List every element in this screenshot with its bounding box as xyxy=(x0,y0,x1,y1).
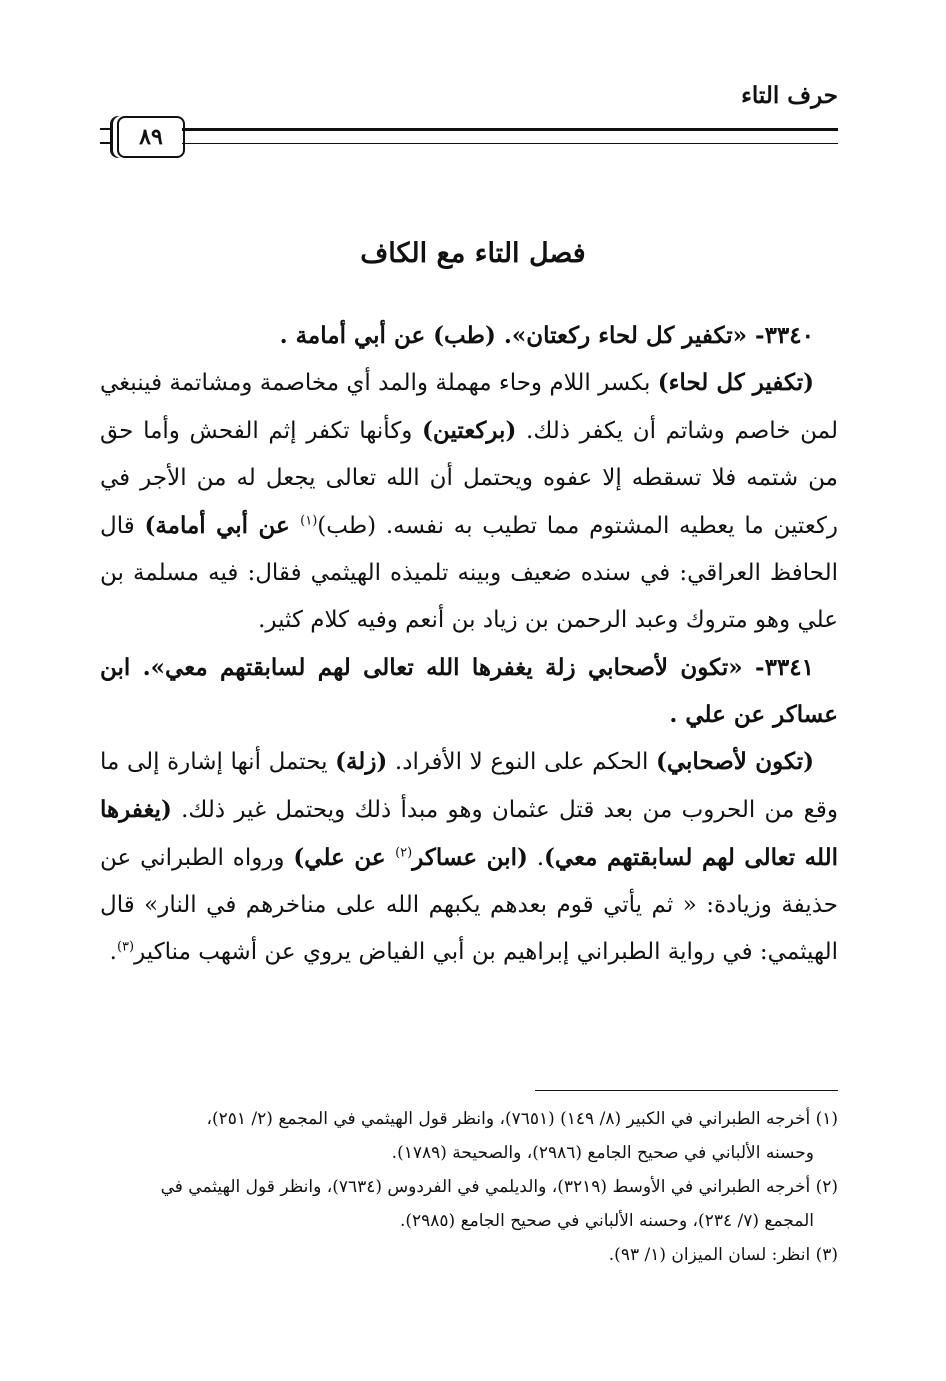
commentary-term: (ابن عساكر xyxy=(412,844,528,871)
main-text xyxy=(100,312,838,976)
footnote-ref-1[interactable]: (١) xyxy=(300,513,318,529)
section-title: فصل التاء مع الكاف xyxy=(360,238,586,269)
running-head-title: حرف التاء xyxy=(741,82,838,109)
commentary-term: (بركعتين) xyxy=(422,417,517,444)
commentary-text: الحكم على النوع لا الأفراد. xyxy=(387,749,656,775)
footnote-line: (٢) أخرجه الطبراني في الأوسط (٣٢١٩)، والديلمي في الفردوس (٧٦٣٤)، وانظر قول الهيثمي في xyxy=(160,1177,838,1197)
commentary-term: (يغفرها الله تعالى لهم لسابقتهم معي) xyxy=(100,796,838,871)
commentary-term: عن علي) xyxy=(293,844,396,871)
commentary-text: بكسر اللام وحاء مهملة والمد أي مخاصمة ومشاتمة فينبغي لمن خاصم وشاتم أن يكفر ذلك. xyxy=(100,370,838,444)
commentary-text: وكأنها تكفر إثم الفحش وأما حق من شتمه فلا تسقطه إلا عفوه ويحتمل أن الله تعالى يجعل له من الأجر في ركعتين ما يعطيه المشتوم مما تطيب به نفسه. xyxy=(100,418,839,539)
footnote-line: (٣) انظر: لسان الميزان (١/ ٩٣). xyxy=(608,1245,838,1265)
page-number-ornament xyxy=(100,128,110,144)
commentary-text: . xyxy=(527,845,545,871)
commentary-term: عن أبي أمامة) xyxy=(144,512,301,539)
commentary-text: قال الحافظ العراقي: في سنده ضعيف وبينه تلميذه الهيثمي فقال: فيه مسلمة بن علي وهو متروك وعبد الرحمن بن زياد بن أنعم وفيه كلام كثير. xyxy=(100,513,838,633)
footnote-line: (١) أخرجه الطبراني في الكبير (٨/ ١٤٩) (٧٦٥١)، وانظر قول الهيثمي في المجمع (٢/ ٢٥١)، xyxy=(206,1109,838,1129)
footnote-2-cont xyxy=(100,1204,838,1238)
commentary-3341 xyxy=(100,738,838,976)
footnotes xyxy=(100,1102,838,1272)
commentary-text: ورواه الطبراني عن حذيفة وزيادة: « ثم يأتي قوم بعدهم يكبهم الله على مناخرهم في النار» قال الهيثمي: في رواية الطبراني إبراهيم بن أبي الفياض يروي عن أشهب مناكير xyxy=(100,845,838,965)
footnote-3 xyxy=(100,1238,838,1272)
commentary-term: (تكفير كل لحاء) xyxy=(657,369,814,396)
commentary-text: يحتمل أنها إشارة إلى ما وقع من الحروب من بعد قتل عثمان وهو مبدأ ذلك ويحتمل غير ذلك. xyxy=(100,749,838,823)
hadith-3340: ٣٣٤٠- «تكفير كل لحاء ركعتان». (طب) عن أبي أمامة . xyxy=(279,322,814,349)
commentary-term: (زلة) xyxy=(335,748,388,775)
footnote-separator xyxy=(535,1090,838,1091)
footnote-line: وحسنه الألباني في صحيح الجامع (٢٩٨٦)، والصحيحة (١٧٨٩). xyxy=(391,1143,814,1163)
page-number: ٨٩ xyxy=(117,116,185,158)
footnote-1 xyxy=(100,1102,838,1136)
footnote-ref-3[interactable]: (٣) xyxy=(116,939,135,955)
hadith-3341: ٣٣٤١- «تكون لأصحابي زلة يغفرها الله تعالى لهم لسابقتهم معي». ابن عساكر عن علي . xyxy=(100,654,838,728)
commentary-3340 xyxy=(100,359,838,644)
commentary-text: (طب) xyxy=(317,513,377,539)
header-rule xyxy=(182,128,838,144)
commentary-text: . xyxy=(109,939,117,965)
footnote-1-cont xyxy=(100,1136,838,1170)
footnote-2 xyxy=(100,1170,838,1204)
commentary-term: (تكون لأصحابي) xyxy=(655,748,814,775)
footnote-line: المجمع (٧/ ٢٣٤)، وحسنه الألباني في صحيح الجامع (٢٩٨٥). xyxy=(399,1211,814,1231)
footnote-ref-2[interactable]: (٢) xyxy=(395,845,413,861)
